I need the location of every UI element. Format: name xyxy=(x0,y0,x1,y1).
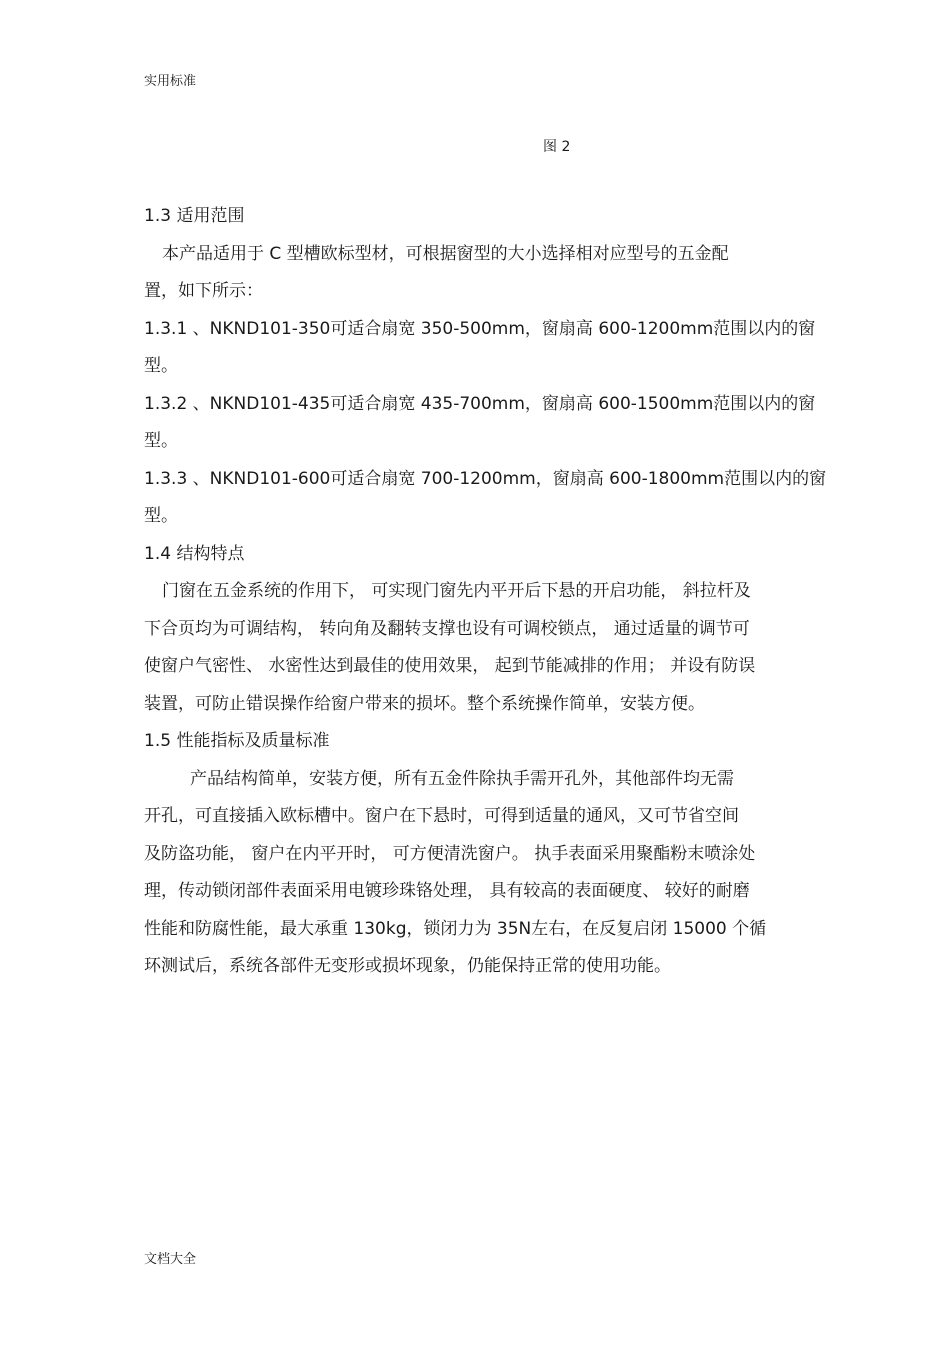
text-line: 环测试后，系统各部件无变形或损坏现象，仍能保持正常的使用功能。 xyxy=(144,956,671,976)
text-line: 型。 xyxy=(144,431,178,451)
text-line: 1.3 适用范围 xyxy=(144,206,245,226)
text-line: 装置，可防止错误操作给窗户带来的损坏。整个系统操作简单，安装方便。 xyxy=(144,693,705,714)
text-line: 1.5 性能指标及质量标准 xyxy=(144,731,330,751)
text-line: 下合页均为可调结构， 转向角及翻转支撑也设有可调校锁点， 通过适量的调节可 xyxy=(144,618,750,639)
text-line: 性能和防腐性能，最大承重 130kg，锁闭力为 35N左右，在反复启闭 15000 个循 xyxy=(144,918,767,939)
text-line: 开孔，可直接插入欧标槽中。窗户在下悬时，可得到适量的通风，又可节省空间 xyxy=(144,806,739,826)
text-line: 产品结构简单，安装方便，所有五金件除执手需开孔外，其他部件均无需 xyxy=(190,768,734,789)
text-line: 1.3.2 、NKND101-435可适合扇宽 435-700mm，窗扇高 600-1500mm范围以内的窗 xyxy=(144,393,816,414)
text-line: 1.3.1 、NKND101-350可适合扇宽 350-500mm，窗扇高 600-1200mm范围以内的窗 xyxy=(144,318,816,339)
text-line: 使窗户气密性、 水密性达到最佳的使用效果， 起到节能减排的作用； 并设有防误 xyxy=(144,656,756,676)
figure-caption: 图 2 xyxy=(543,139,571,155)
text-line: 门窗在五金系统的作用下， 可实现门窗先内平开后下悬的开启功能， 斜拉杆及 xyxy=(162,581,751,601)
text-line: 置，如下所示： xyxy=(144,281,263,301)
page-header: 实用标准 xyxy=(144,74,197,89)
text-line: 本产品适用于 C 型槽欧标型材，可根据窗型的大小选择相对应型号的五金配 xyxy=(162,243,729,264)
text-line: 型。 xyxy=(144,506,178,526)
document-body xyxy=(144,198,827,986)
text-line: 1.4 结构特点 xyxy=(144,543,245,564)
text-line: 1.3.3 、NKND101-600可适合扇宽 700-1200mm，窗扇高 600-1800mm范围以内的窗 xyxy=(144,468,827,489)
page-footer: 文档大全 xyxy=(144,1252,197,1267)
text-line: 型。 xyxy=(144,356,178,376)
text-line: 及防盗功能， 窗户在内平开时， 可方便清洗窗户。 执手表面采用聚酯粉末喷涂处 xyxy=(144,843,756,864)
text-line: 理，传动锁闭部件表面采用电镀珍珠铬处理， 具有较高的表面硬度、 较好的耐磨 xyxy=(144,881,750,901)
